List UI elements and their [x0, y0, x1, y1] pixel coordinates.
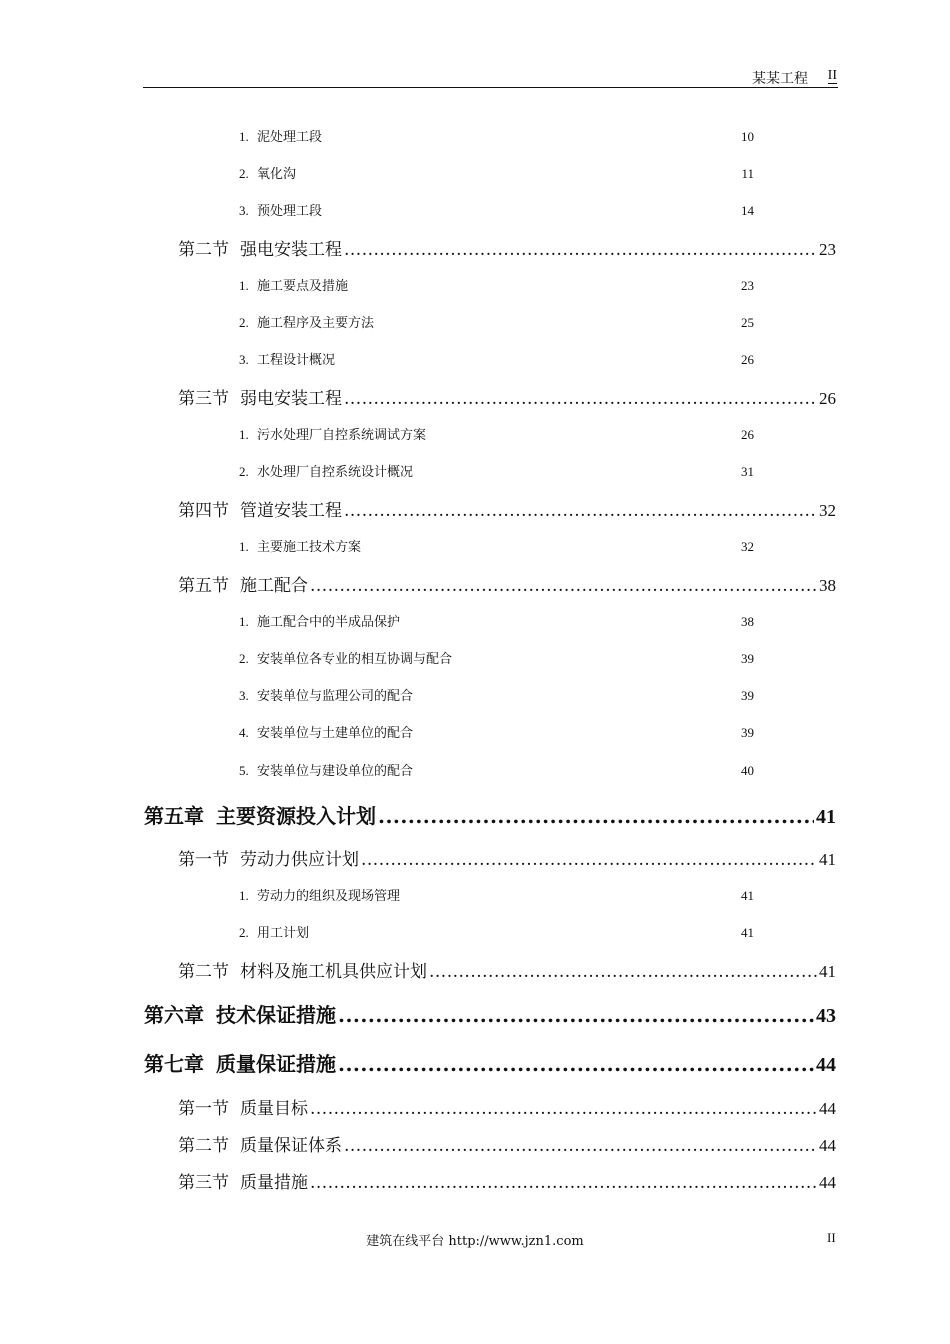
toc-entry[interactable] — [239, 922, 754, 941]
toc-chapter-title: 质量保证措施 — [216, 1052, 336, 1076]
toc-chapter-title: 技术保证措施 — [216, 1003, 336, 1027]
toc-leader-dots — [310, 1173, 817, 1193]
toc-section[interactable] — [178, 235, 836, 260]
toc-entry-title: 氧化沟 — [257, 167, 297, 182]
toc-entry[interactable] — [239, 349, 754, 368]
toc-chapter[interactable] — [144, 800, 836, 829]
toc-entry[interactable] — [239, 275, 754, 294]
footer-text: 建筑在线平台 http://www.jzn1.com — [366, 1234, 584, 1249]
toc-entry-page: 38 — [741, 614, 754, 629]
toc-section-label: 第一节 — [178, 850, 229, 870]
header-page-number: II — [827, 68, 837, 83]
toc-section-page: 41 — [819, 962, 836, 981]
toc-chapter-label: 第七章 — [144, 1052, 204, 1076]
toc-entry-page: 14 — [741, 203, 754, 218]
toc-leader-dots — [338, 1052, 814, 1076]
toc-chapter[interactable] — [144, 1048, 836, 1077]
toc-entry[interactable] — [239, 126, 754, 145]
toc-entry-title: 预处理工段 — [257, 204, 323, 219]
toc-entry-page: 41 — [741, 888, 754, 903]
toc-section-label: 第三节 — [178, 389, 229, 409]
toc-leader-dots — [361, 850, 817, 870]
toc-section-title: 质量保证体系 — [240, 1136, 342, 1156]
toc-entry-title: 施工配合中的半成品保护 — [257, 615, 401, 630]
toc-chapter-label: 第六章 — [144, 1003, 204, 1027]
toc-section-title: 强电安装工程 — [240, 240, 342, 260]
toc-section[interactable] — [178, 957, 836, 982]
toc-entry-number: 1. — [239, 129, 249, 144]
toc-entry[interactable] — [239, 200, 754, 219]
toc-section-page: 44 — [819, 1136, 836, 1155]
toc-entry-title: 工程设计概况 — [257, 353, 336, 368]
toc-entry-title: 安装单位与建设单位的配合 — [257, 764, 414, 779]
toc-entry[interactable] — [239, 611, 754, 630]
toc-entry[interactable] — [239, 312, 754, 331]
header-rule — [143, 87, 838, 88]
toc-entry-page: 31 — [741, 464, 754, 479]
toc-section-title: 管道安装工程 — [240, 501, 342, 521]
toc-section[interactable] — [178, 845, 836, 870]
toc-entry-title: 泥处理工段 — [257, 130, 323, 145]
toc-section-title: 施工配合 — [240, 576, 308, 596]
toc-entry-title: 施工要点及措施 — [257, 279, 349, 294]
toc-leader-dots — [344, 1136, 817, 1156]
toc-leader-dots — [344, 389, 817, 409]
toc-entry-page: 39 — [741, 725, 754, 740]
toc-entry-number: 2. — [239, 464, 249, 479]
toc-section[interactable] — [178, 571, 836, 596]
toc-entry-title: 水处理厂自控系统设计概况 — [257, 465, 414, 480]
toc-leader-dots — [338, 1003, 814, 1027]
toc-entry[interactable] — [239, 648, 754, 667]
toc-section-label: 第二节 — [178, 1136, 229, 1156]
toc-leader-dots — [378, 804, 814, 828]
toc-section-title: 劳动力供应计划 — [240, 850, 359, 870]
toc-section[interactable] — [178, 1168, 836, 1193]
toc-entry-number: 1. — [239, 614, 249, 629]
toc-section-title: 质量措施 — [240, 1173, 308, 1193]
toc-section-label: 第四节 — [178, 501, 229, 521]
toc-entry-page: 40 — [741, 763, 754, 778]
toc-entry-title: 用工计划 — [257, 926, 310, 941]
toc-entry-number: 1. — [239, 278, 249, 293]
toc-entry-page: 25 — [741, 315, 754, 330]
toc-entry-number: 2. — [239, 315, 249, 330]
toc-entry-page: 39 — [741, 688, 754, 703]
toc-section-page: 44 — [819, 1173, 836, 1192]
toc-entry-page: 26 — [741, 427, 754, 442]
header-title: 某某工程 — [752, 71, 808, 87]
toc-chapter-page: 44 — [816, 1054, 836, 1076]
toc-entry-number: 2. — [239, 925, 249, 940]
toc-entry[interactable] — [239, 885, 754, 904]
toc-entry-title: 劳动力的组织及现场管理 — [257, 889, 401, 904]
toc-section-page: 44 — [819, 1099, 836, 1118]
toc-entry-number: 3. — [239, 352, 249, 367]
toc-entry-page: 41 — [741, 925, 754, 940]
toc-entry-number: 5. — [239, 763, 249, 778]
toc-entry-title: 污水处理厂自控系统调试方案 — [257, 428, 427, 443]
toc-entry-number: 1. — [239, 427, 249, 442]
toc-section[interactable] — [178, 384, 836, 409]
toc-entry-number: 2. — [239, 166, 249, 181]
toc-leader-dots — [344, 240, 817, 260]
toc-section-page: 32 — [819, 501, 836, 520]
toc-entry-page: 26 — [741, 352, 754, 367]
toc-entry-title: 安装单位与监理公司的配合 — [257, 689, 414, 704]
toc-section-label: 第五节 — [178, 576, 229, 596]
toc-section-title: 材料及施工机具供应计划 — [240, 962, 427, 982]
toc-chapter-page: 43 — [816, 1005, 836, 1027]
toc-entry[interactable] — [239, 685, 754, 704]
toc-chapter-title: 主要资源投入计划 — [216, 804, 376, 828]
toc-section-title: 弱电安装工程 — [240, 389, 342, 409]
toc-section[interactable] — [178, 1131, 836, 1156]
toc-section[interactable] — [178, 1094, 836, 1119]
toc-chapter-label: 第五章 — [144, 804, 204, 828]
toc-entry-title: 主要施工技术方案 — [257, 540, 362, 555]
toc-entry-page: 10 — [741, 129, 754, 144]
toc-leader-dots — [310, 576, 817, 596]
toc-entry[interactable] — [239, 536, 754, 555]
toc-section-label: 第二节 — [178, 240, 229, 260]
toc-entry[interactable] — [239, 722, 754, 741]
toc-entry-number: 1. — [239, 888, 249, 903]
toc-section-page: 26 — [819, 389, 836, 408]
toc-entry-number: 4. — [239, 725, 249, 740]
toc-entry-title: 安装单位与土建单位的配合 — [257, 726, 414, 741]
toc-entry-number: 2. — [239, 651, 249, 666]
toc-section-label: 第三节 — [178, 1173, 229, 1193]
toc-section[interactable] — [178, 496, 836, 521]
toc-section-label: 第一节 — [178, 1099, 229, 1119]
toc-leader-dots — [429, 962, 817, 982]
toc-entry[interactable] — [239, 163, 754, 182]
toc-entry-title: 施工程序及主要方法 — [257, 316, 375, 331]
toc-chapter-page: 41 — [816, 806, 836, 828]
toc-entry-page: 23 — [741, 278, 754, 293]
toc-section-page: 38 — [819, 576, 836, 595]
toc-entry-number: 3. — [239, 203, 249, 218]
toc-section-title: 质量目标 — [240, 1099, 308, 1119]
toc-entry[interactable] — [239, 424, 754, 443]
footer-page-number: II — [827, 1230, 836, 1245]
toc-entry[interactable] — [239, 461, 754, 480]
toc-entry-page: 32 — [741, 539, 754, 554]
toc-entry[interactable] — [239, 760, 754, 779]
toc-entry-page: 11 — [741, 166, 754, 181]
toc-leader-dots — [344, 501, 817, 521]
toc-section-page: 23 — [819, 240, 836, 259]
toc-leader-dots — [310, 1099, 817, 1119]
toc-section-page: 41 — [819, 850, 836, 869]
toc-section-label: 第二节 — [178, 962, 229, 982]
toc-entry-page: 39 — [741, 651, 754, 666]
toc-chapter[interactable] — [144, 999, 836, 1028]
toc-entry-number: 1. — [239, 539, 249, 554]
toc-entry-number: 3. — [239, 688, 249, 703]
toc-entry-title: 安装单位各专业的相互协调与配合 — [257, 652, 453, 667]
